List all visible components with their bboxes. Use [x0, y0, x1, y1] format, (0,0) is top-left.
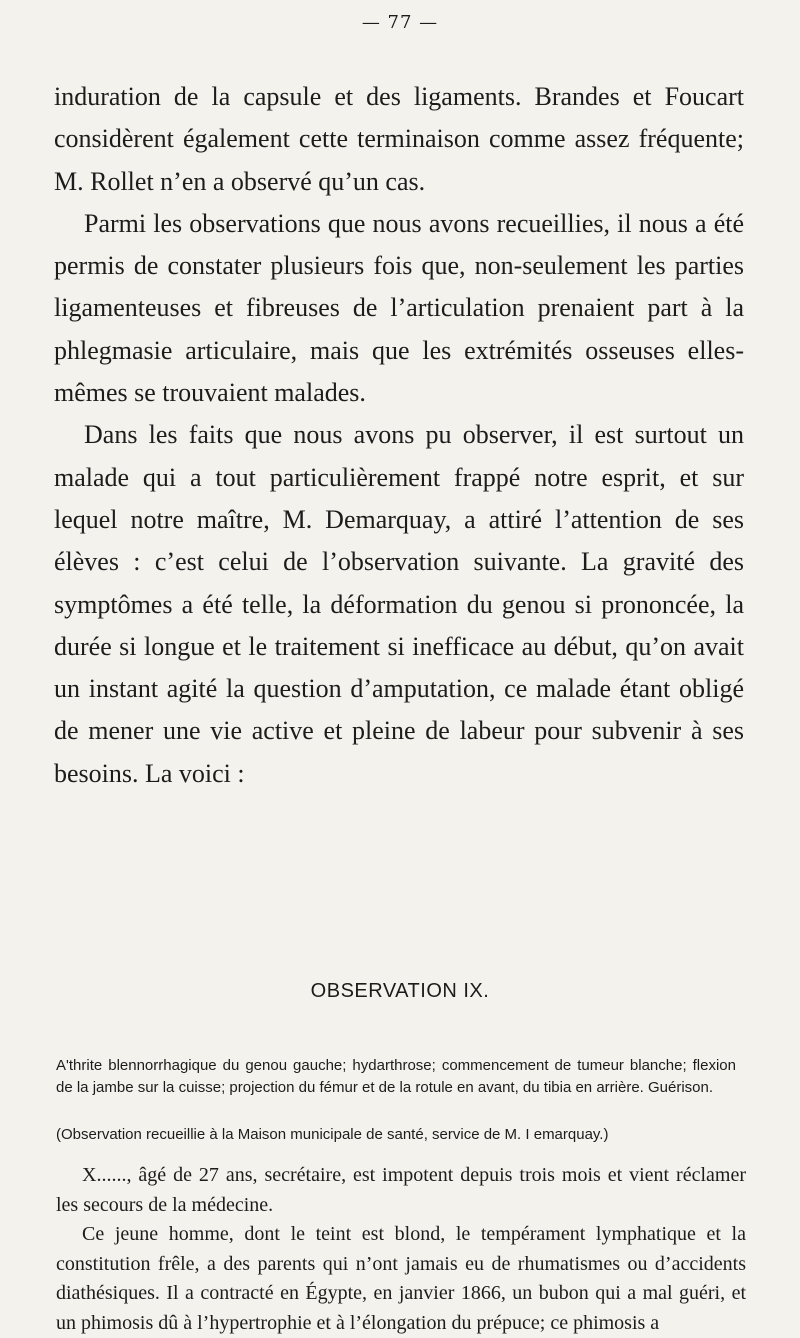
observation-source: (Observation recueillie à la Maison municipale de santé, service de M. I emarquay.): [56, 1126, 609, 1143]
observation-heading: OBSERVATION IX.: [310, 980, 490, 1002]
paragraph: Ce jeune homme, dont le teint est blond, le tempérament lymphatique et la constitution frêle, a des parents qui n’ont jamais eu de rhumatismes ou d’accidents diathésiques. Il a contracté en Égypte, en janvier 1866, un bubon qui a mal guéri, et un phimosis dû à l’hypertrophie et à l’élongation du prépuce; ce phimosis a: [56, 1223, 746, 1334]
paragraph: X......, âgé de 27 ans, secrétaire, est impotent depuis trois mois et vient réclamer les secours de la médecine.: [56, 1164, 746, 1216]
main-text: [54, 76, 744, 795]
paragraph: Dans les faits que nous avons pu observer, il est surtout un malade qui a tout particulièrement frappé notre esprit, et sur lequel notre maître, M. Demarquay, a attiré l’attention de ses élèves : c’est celui de l’observation suivante. La gravité des symptômes a été telle, la déformation du genou si prononcée, la durée si longue et le traitement si inefficace au début, qu’on avait un instant agité la question d’amputation, ce malade étant obligé de mener une vie active et pleine de labeur pour subvenir à ses besoins. La voici :: [54, 420, 744, 788]
observation-summary-text: A'thrite blennorrhagique du genou gauche; hydarthrose; commencement de tumeur blanche; flexion de la jambe sur la cuisse; projection du fémur et de la rotule en avant, du tibia en arrière. Guérison.: [56, 1057, 736, 1096]
observation-summary: [56, 1055, 736, 1099]
paragraph: Parmi les observations que nous avons recueillies, il nous a été permis de constater plusieurs fois que, non-seulement les parties ligamenteuses et fibreuses de l’articulation prenaient part à la phlegmasie articulaire, mais que les extrémités osseuses elles-mêmes se trouvaient malades.: [54, 208, 744, 408]
page-number: — 77 —: [361, 12, 439, 33]
paragraph: induration de la capsule et des ligaments. Brandes et Foucart considèrent également cette terminaison comme assez fréquente; M. Rollet n’en a observé qu’un cas.: [54, 82, 744, 196]
observation-body: [56, 1161, 746, 1338]
